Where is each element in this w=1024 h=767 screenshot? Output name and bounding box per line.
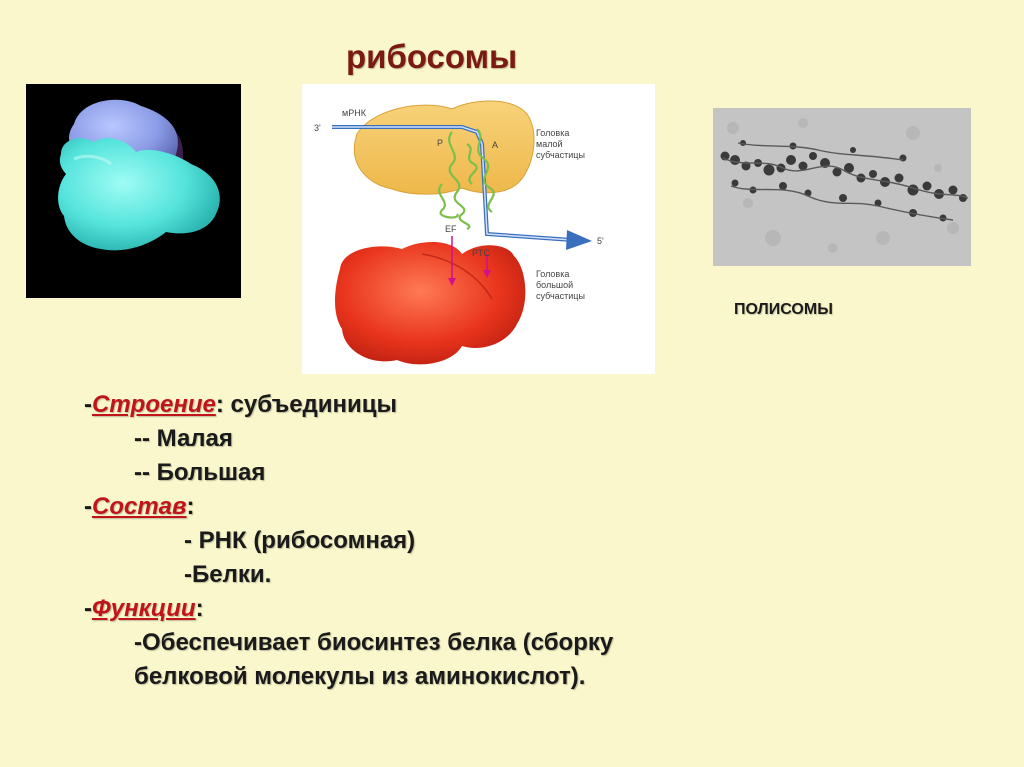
polysome-micrograph <box>713 108 971 266</box>
structure-prefix: - <box>84 391 92 418</box>
three-prime-label: 3' <box>314 123 321 133</box>
ribosome-3d-illustration <box>26 84 241 298</box>
ribosome-3d-image <box>26 84 241 298</box>
functions-suffix: : <box>195 595 204 622</box>
polysome-micrograph-svg <box>713 108 971 266</box>
structure-suffix: : субъединицы <box>215 391 398 418</box>
mrna-arrow-head <box>566 230 592 250</box>
large-head-label-3: субчастицы <box>536 291 585 301</box>
proteins-line: -Белки. <box>184 561 272 588</box>
composition-prefix: - <box>84 493 92 520</box>
function-text-line-1: -Обеспечивает биосинтез белка (сборку <box>134 629 614 656</box>
ptc-label: PTC <box>472 248 490 258</box>
slide-title: рибосомы <box>346 38 518 75</box>
ribosome-description <box>84 388 613 694</box>
rna-line: - РНК (рибосомная) <box>184 527 416 554</box>
composition-keyword: Состав <box>92 493 187 520</box>
polysomes-label: ПОЛИСОМЫ <box>734 301 833 318</box>
site-p-label: P <box>437 138 444 148</box>
large-head-label-1: Головка <box>536 269 570 279</box>
mrna-label: мРНК <box>342 108 366 118</box>
small-head-label-2: малой <box>536 139 563 149</box>
ribosome-diagram-svg <box>302 84 655 374</box>
functions-keyword: Функции <box>92 595 196 622</box>
ribosome-diagram <box>302 84 655 374</box>
structure-keyword: Строение <box>92 391 216 418</box>
five-prime-label: 5' <box>597 236 604 246</box>
composition-line <box>84 490 613 524</box>
small-head-label-3: субчастицы <box>536 150 585 160</box>
large-subunit-shape <box>335 242 525 364</box>
composition-suffix: : <box>186 493 195 520</box>
small-subunit-shape <box>354 101 534 194</box>
site-a-label: A <box>492 140 499 150</box>
ef-label: EF <box>445 224 457 234</box>
small-head-label-1: Головка <box>536 128 570 138</box>
large-head-label-2: большой <box>536 280 574 290</box>
structure-line <box>84 388 613 422</box>
function-text-line-2: белковой молекулы из аминокислот). <box>134 663 586 690</box>
functions-prefix: - <box>84 595 92 622</box>
large-subunit-line: -- Большая <box>134 459 266 486</box>
small-subunit-line: -- Малая <box>134 425 233 452</box>
functions-line <box>84 592 613 626</box>
